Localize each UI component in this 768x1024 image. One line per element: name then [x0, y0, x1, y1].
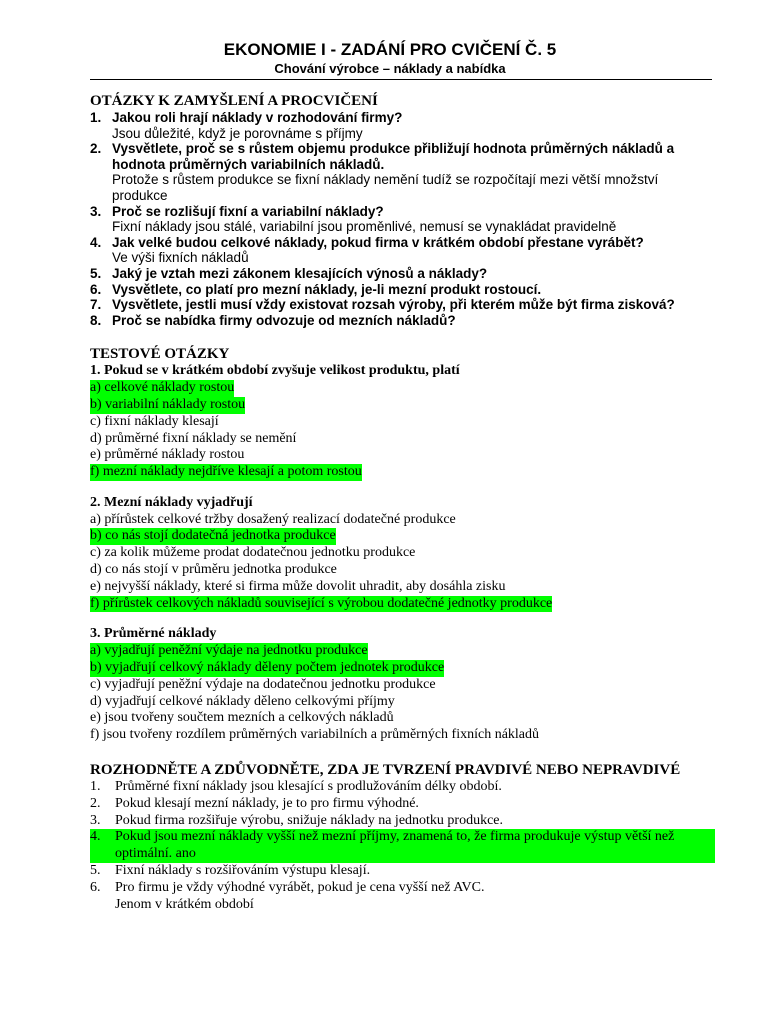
- answer-option: a) vyjadřují peněžní výdaje na jednotku produkce: [90, 643, 368, 659]
- question-text: Vysvětlete, co platí pro mezní náklady, je-li mezní produkt rostoucí.: [112, 281, 542, 297]
- answer-option: d) průměrné fixní náklady se nemění: [90, 430, 297, 446]
- answer-option: e) průměrné náklady rostou: [90, 447, 245, 463]
- answer-text: Ve výši fixních nákladů: [112, 250, 249, 266]
- question-item: [90, 297, 715, 313]
- answer-option: f) mezní náklady nejdříve klesají a potom rostou: [90, 464, 362, 480]
- question-item: [90, 110, 715, 141]
- header-rule: [90, 79, 712, 80]
- question-item: [90, 313, 715, 329]
- section-title: OTÁZKY K ZAMYŠLENÍ A PROCVIČENÍ: [90, 93, 378, 109]
- answer-text: Jsou důležité, když je porovnáme s příjmy: [112, 125, 363, 141]
- answer-option: a) celkové náklady rostou: [90, 380, 235, 396]
- question-number: 7.: [90, 297, 102, 313]
- answer-option: c) fixní náklady klesají: [90, 413, 219, 429]
- question-text: Jaký je vztah mezi zákonem klesajících výnosů a náklady?: [112, 265, 488, 281]
- answer-option: e) nejvyšší náklady, které si firma může dovolit uhradit, aby dosáhla zisku: [90, 578, 506, 594]
- statement-number: 2.: [90, 795, 101, 811]
- statement-item-highlighted: [90, 829, 715, 863]
- question-text: Proč se rozlišují fixní a variabilní náklady?: [112, 203, 384, 219]
- question-item: [90, 141, 715, 203]
- test-question: [90, 626, 715, 744]
- question-list: [90, 110, 715, 328]
- answer-text: Protože s růstem produkce se fixní náklady nemění tudíž se rozpočítají mezi větší množství produkce: [112, 172, 659, 203]
- test-question-title: 2. Mezní náklady vyjadřují: [90, 494, 253, 510]
- statement-item: [90, 779, 715, 796]
- document-content: [90, 93, 715, 913]
- statement-item: [90, 813, 715, 830]
- section-test-questions: [90, 346, 715, 744]
- answer-option: f) přírůstek celkových nákladů související s výrobou dodatečné jednotky produkce: [90, 595, 553, 611]
- question-text: Jakou roli hrají náklady v rozhodování firmy?: [112, 110, 403, 125]
- statement-text: Pokud firma rozšiřuje výrobu, snižuje náklady na jednotku produkce.: [115, 812, 504, 828]
- question-number: 6.: [90, 281, 102, 297]
- question-item: [90, 282, 715, 298]
- statement-item: [90, 880, 715, 914]
- section-true-false: [90, 762, 715, 913]
- statement-text: Pokud klesají mezní náklady, je to pro firmu výhodné.: [115, 795, 419, 811]
- test-question-title: 1. Pokud se v krátkém období zvyšuje velikost produktu, platí: [90, 363, 460, 379]
- statement-number: 4.: [90, 829, 101, 845]
- statement-number: 3.: [90, 812, 101, 828]
- question-text: Vysvětlete, proč se s růstem objemu produkce přibližují hodnota průměrných nákladů a hodnota průměrných variabilních nákladů.: [112, 141, 675, 172]
- section-title: ROZHODNĚTE A ZDŮVODNĚTE, ZDA JE TVRZENÍ PRAVDIVÉ NEBO NEPRAVDIVÉ: [90, 762, 681, 779]
- answer-text: Fixní náklady jsou stálé, variabilní jsou proměnlivé, nemusí se vynakládat pravidelně: [112, 219, 617, 235]
- statement-text: Pro firmu je vždy výhodné vyrábět, pokud je cena vyšší než AVC.: [115, 879, 485, 895]
- test-question: [90, 363, 715, 481]
- test-question-title: 3. Průměrné náklady: [90, 626, 217, 642]
- answer-option: b) variabilní náklady rostou: [90, 396, 246, 412]
- document-title: EKONOMIE I - ZADÁNÍ PRO CVIČENÍ Č. 5: [223, 40, 557, 59]
- question-number: 5.: [90, 265, 102, 281]
- test-question: [90, 495, 715, 613]
- statement-text: Pokud jsou mezní náklady vyšší než mezní příjmy, znamená to, že firma produkuje výstup větší než optimální. ano: [115, 829, 675, 862]
- answer-option: f) jsou tvořeny rozdílem průměrných variabilních a průměrných fixních nákladů: [90, 727, 540, 743]
- question-number: 8.: [90, 312, 102, 328]
- question-item: [90, 204, 715, 235]
- statement-item: [90, 863, 715, 880]
- question-number: 2.: [90, 141, 102, 157]
- statement-text: Průměrné fixní náklady jsou klesající s prodlužováním délky období.: [115, 779, 502, 795]
- answer-option: d) vyjadřují celkové náklady děleno celkovými příjmy: [90, 693, 395, 709]
- statement-number: 5.: [90, 863, 101, 879]
- question-item: [90, 235, 715, 266]
- section-reflection: [90, 93, 715, 328]
- statement-item: [90, 796, 715, 813]
- question-text: Proč se nabídka firmy odvozuje od mezních nákladů?: [112, 312, 456, 328]
- answer-option: e) jsou tvořeny součtem mezních a celkových nákladů: [90, 710, 394, 726]
- section-title: TESTOVÉ OTÁZKY: [90, 346, 230, 363]
- question-number: 4.: [90, 234, 102, 250]
- statement-note: Jenom v krátkém období: [115, 896, 254, 912]
- statement-number: 6.: [90, 879, 101, 895]
- answer-option: a) přírůstek celkové tržby dosažený realizací dodatečné produkce: [90, 511, 456, 527]
- answer-option: c) vyjadřují peněžní výdaje na dodatečnou jednotku produkce: [90, 676, 436, 692]
- answer-option: b) co nás stojí dodatečná jednotka produkce: [90, 528, 336, 544]
- answer-option: b) vyjadřují celkový náklady děleny počtem jednotek produkce: [90, 660, 445, 676]
- question-text: Vysvětlete, jestli musí vždy existovat rozsah výroby, při kterém může být firma zisková?: [112, 297, 675, 313]
- question-text: Jak velké budou celkové náklady, pokud firma v krátkém období přestane vyrábět?: [112, 234, 644, 250]
- answer-option: d) co nás stojí v průměru jednotka produkce: [90, 562, 337, 578]
- document-subtitle: Chování výrobce – náklady a nabídka: [274, 61, 506, 76]
- question-number: 3.: [90, 203, 102, 219]
- statement-list: [90, 779, 715, 913]
- answer-option: c) za kolik můžeme prodat dodatečnou jednotku produkce: [90, 545, 416, 561]
- statement-number: 1.: [90, 779, 101, 795]
- question-item: [90, 266, 715, 282]
- statement-text: Fixní náklady s rozšiřováním výstupu klesají.: [115, 863, 371, 879]
- question-number: 1.: [90, 110, 102, 125]
